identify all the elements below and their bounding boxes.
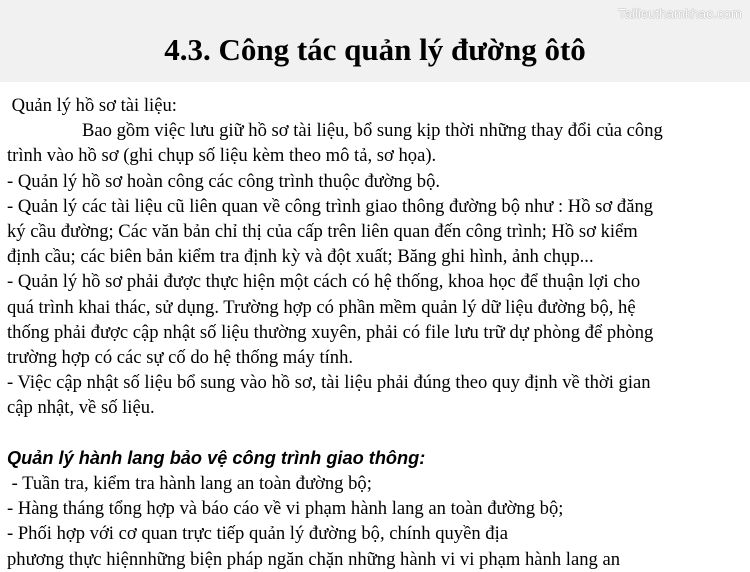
body-line: thống phải được cập nhật số liệu thường xuyên, phải có file lưu trữ dự phòng để phòng <box>7 321 654 343</box>
slide-body <box>7 93 747 572</box>
title-band <box>0 0 750 82</box>
section-line: phương thực hiệnnhững biện pháp ngăn chặn những hành vi vi phạm hành lang an <box>7 548 620 570</box>
body-line: Quản lý hồ sơ tài liệu: <box>7 95 177 116</box>
body-line: định cầu; các biên bản kiểm tra định kỳ và đột xuất; Băng ghi hình, ảnh chụp... <box>7 246 594 268</box>
page-title: 4.3. Công tác quản lý đường ôtô <box>164 32 586 67</box>
body-line: trình vào hồ sơ (ghi chụp số liệu kèm theo mô tả, sơ họa). <box>7 145 437 167</box>
body-line: quá trình khai thác, sử dụng. Trường hợp có phần mềm quản lý dữ liệu đường bộ, hệ <box>7 296 636 318</box>
body-line: cập nhật, về số liệu. <box>7 397 155 419</box>
section-line: - Tuần tra, kiểm tra hành lang an toàn đường bộ; <box>7 473 372 495</box>
section-line: - Hàng tháng tổng hợp và báo cáo về vi phạm hành lang an toàn đường bộ; <box>7 498 564 520</box>
section-line: - Phối hợp với cơ quan trực tiếp quản lý đường bộ, chính quyền địa <box>7 523 509 545</box>
body-line: - Quản lý các tài liệu cũ liên quan về công trình giao thông đường bộ như : Hồ sơ đăng <box>7 195 654 217</box>
body-line: - Quản lý hồ sơ hoàn công các công trình thuộc đường bộ. <box>7 170 441 192</box>
body-line: ký cầu đường; Các văn bản chỉ thị của cấp trên liên quan đến công trình; Hồ sơ kiểm <box>7 221 638 243</box>
section-heading: Quản lý hành lang bảo vệ công trình giao thông: <box>7 447 426 468</box>
body-line: trường hợp có các sự cố do hệ thống máy tính. <box>7 347 354 369</box>
body-line: Bao gồm việc lưu giữ hồ sơ tài liệu, bổ sung kịp thời những thay đổi của công <box>82 120 663 142</box>
body-line: - Quản lý hồ sơ phải được thực hiện một cách có hệ thống, khoa học để thuận lợi cho <box>7 271 641 293</box>
watermark: Tailieuthamkhao.com <box>617 6 742 21</box>
body-line: - Việc cập nhật số liệu bổ sung vào hồ sơ, tài liệu phải đúng theo quy định về thời gian <box>7 372 651 394</box>
paragraph-gap <box>7 421 747 446</box>
